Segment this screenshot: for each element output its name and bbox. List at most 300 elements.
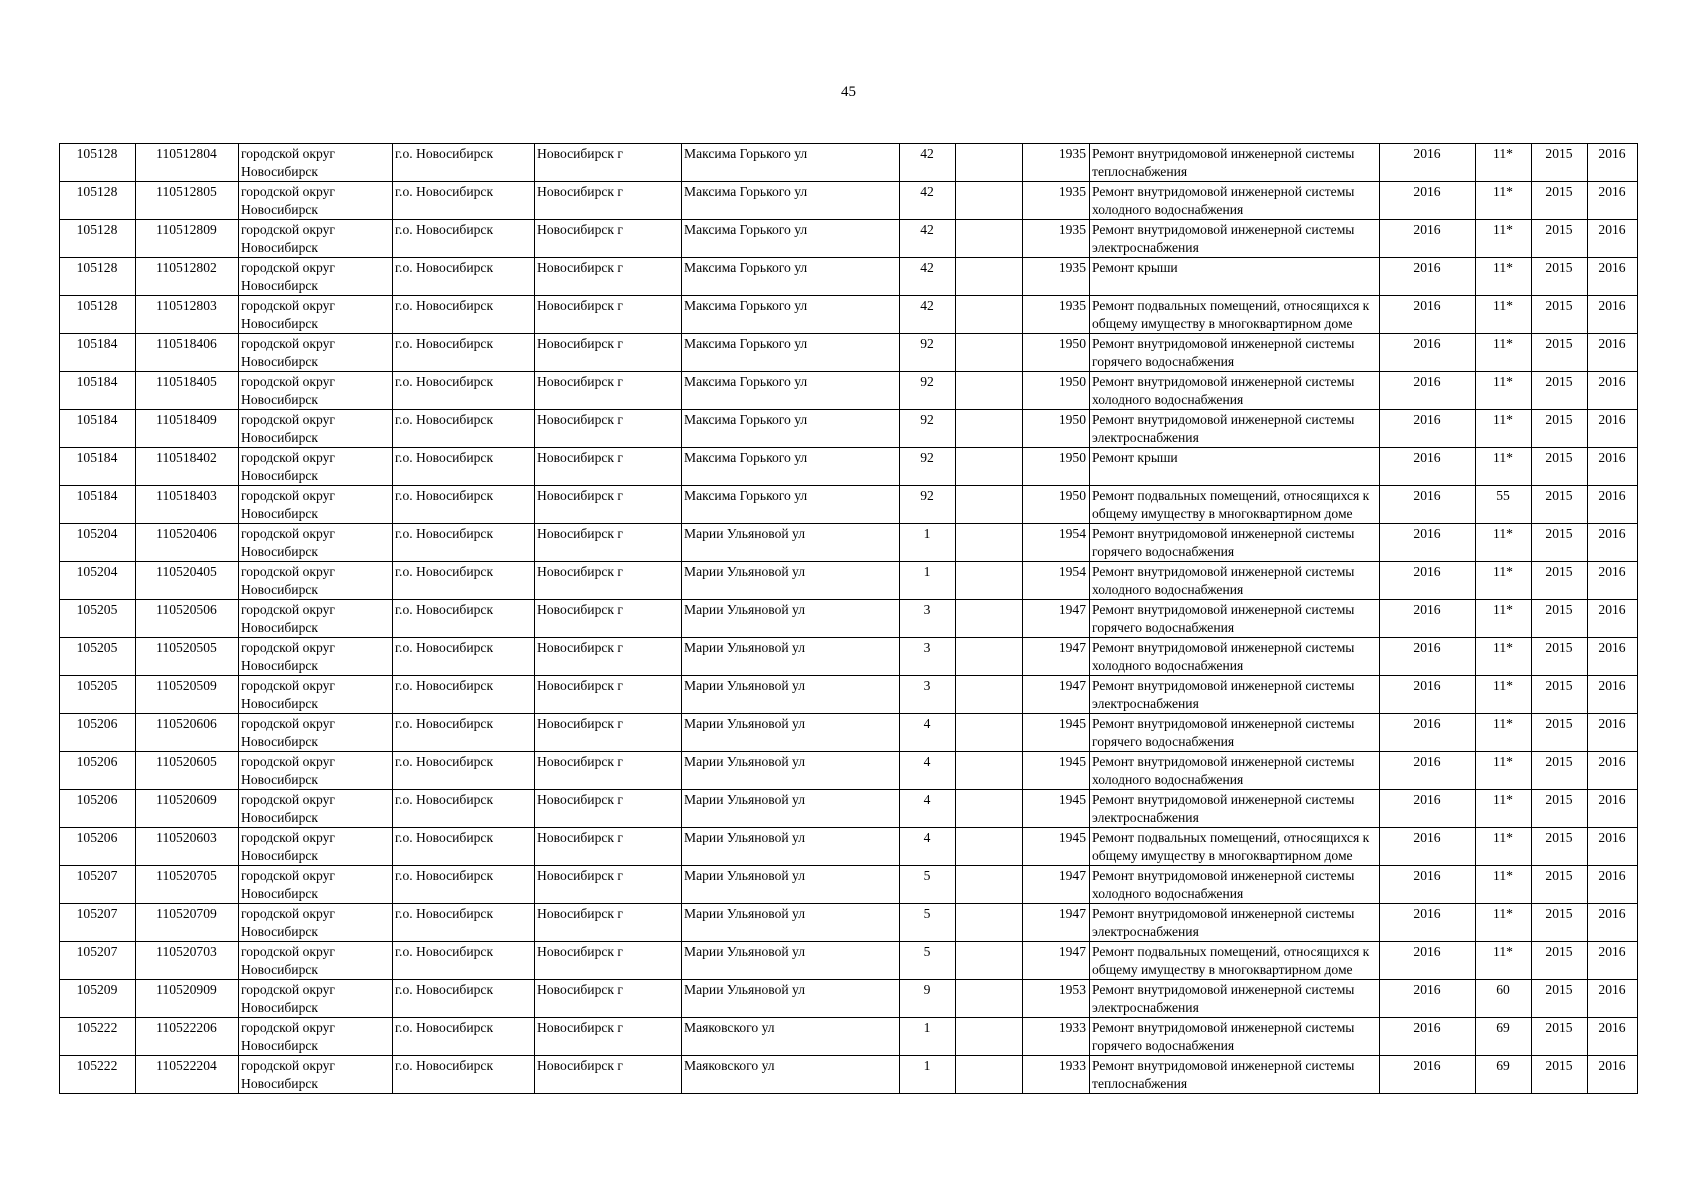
district-cell: г.о. Новосибирск bbox=[393, 866, 535, 904]
work-id-cell: 110518403 bbox=[136, 486, 239, 524]
build-year-cell: 1947 bbox=[1023, 904, 1090, 942]
work-id-cell: 110512809 bbox=[136, 220, 239, 258]
plan-year-cell: 2016 bbox=[1380, 638, 1476, 676]
period-end-cell: 2016 bbox=[1588, 828, 1638, 866]
plan-year-cell: 2016 bbox=[1380, 182, 1476, 220]
period-end-cell: 2016 bbox=[1588, 1056, 1638, 1094]
house-number-cell: 4 bbox=[900, 752, 956, 790]
street-cell: Максима Горького ул bbox=[682, 144, 900, 182]
period-start-cell: 2015 bbox=[1532, 372, 1588, 410]
record-id-cell: 105206 bbox=[60, 752, 136, 790]
street-cell: Максима Горького ул bbox=[682, 448, 900, 486]
building-cell bbox=[956, 372, 1023, 410]
build-year-cell: 1950 bbox=[1023, 410, 1090, 448]
settlement-cell: Новосибирск г bbox=[535, 1056, 682, 1094]
street-cell: Максима Горького ул bbox=[682, 220, 900, 258]
work-type-cell: Ремонт подвальных помещений, относящихся к общему имуществу в многоквартирном доме bbox=[1090, 296, 1380, 334]
table-row bbox=[60, 752, 1638, 790]
wear-cell: 11* bbox=[1476, 638, 1532, 676]
settlement-cell: Новосибирск г bbox=[535, 828, 682, 866]
municipality-cell: городской округ Новосибирск bbox=[239, 980, 393, 1018]
settlement-cell: Новосибирск г bbox=[535, 296, 682, 334]
work-type-cell: Ремонт внутридомовой инженерной системы холодного водоснабжения bbox=[1090, 372, 1380, 410]
table-row bbox=[60, 144, 1638, 182]
work-id-cell: 110512804 bbox=[136, 144, 239, 182]
district-cell: г.о. Новосибирск bbox=[393, 334, 535, 372]
work-type-cell: Ремонт внутридомовой инженерной системы горячего водоснабжения bbox=[1090, 714, 1380, 752]
table-row bbox=[60, 980, 1638, 1018]
period-end-cell: 2016 bbox=[1588, 562, 1638, 600]
record-id-cell: 105128 bbox=[60, 182, 136, 220]
period-end-cell: 2016 bbox=[1588, 220, 1638, 258]
work-id-cell: 110520909 bbox=[136, 980, 239, 1018]
building-cell bbox=[956, 220, 1023, 258]
table-row bbox=[60, 828, 1638, 866]
settlement-cell: Новосибирск г bbox=[535, 144, 682, 182]
record-id-cell: 105205 bbox=[60, 600, 136, 638]
building-cell bbox=[956, 144, 1023, 182]
period-end-cell: 2016 bbox=[1588, 448, 1638, 486]
settlement-cell: Новосибирск г bbox=[535, 980, 682, 1018]
record-id-cell: 105206 bbox=[60, 714, 136, 752]
house-number-cell: 42 bbox=[900, 296, 956, 334]
house-number-cell: 5 bbox=[900, 866, 956, 904]
work-id-cell: 110520406 bbox=[136, 524, 239, 562]
house-number-cell: 92 bbox=[900, 486, 956, 524]
period-start-cell: 2015 bbox=[1532, 752, 1588, 790]
work-type-cell: Ремонт внутридомовой инженерной системы холодного водоснабжения bbox=[1090, 638, 1380, 676]
district-cell: г.о. Новосибирск bbox=[393, 410, 535, 448]
settlement-cell: Новосибирск г bbox=[535, 752, 682, 790]
street-cell: Максима Горького ул bbox=[682, 334, 900, 372]
street-cell: Марии Ульяновой ул bbox=[682, 600, 900, 638]
district-cell: г.о. Новосибирск bbox=[393, 752, 535, 790]
street-cell: Марии Ульяновой ул bbox=[682, 638, 900, 676]
work-id-cell: 110520705 bbox=[136, 866, 239, 904]
building-cell bbox=[956, 904, 1023, 942]
build-year-cell: 1935 bbox=[1023, 258, 1090, 296]
settlement-cell: Новосибирск г bbox=[535, 258, 682, 296]
municipality-cell: городской округ Новосибирск bbox=[239, 524, 393, 562]
build-year-cell: 1947 bbox=[1023, 638, 1090, 676]
street-cell: Марии Ульяновой ул bbox=[682, 676, 900, 714]
work-type-cell: Ремонт внутридомовой инженерной системы холодного водоснабжения bbox=[1090, 562, 1380, 600]
settlement-cell: Новосибирск г bbox=[535, 676, 682, 714]
street-cell: Марии Ульяновой ул bbox=[682, 866, 900, 904]
plan-year-cell: 2016 bbox=[1380, 334, 1476, 372]
build-year-cell: 1950 bbox=[1023, 334, 1090, 372]
plan-year-cell: 2016 bbox=[1380, 676, 1476, 714]
table-row bbox=[60, 942, 1638, 980]
street-cell: Марии Ульяновой ул bbox=[682, 904, 900, 942]
work-type-cell: Ремонт крыши bbox=[1090, 448, 1380, 486]
work-id-cell: 110520509 bbox=[136, 676, 239, 714]
build-year-cell: 1933 bbox=[1023, 1056, 1090, 1094]
record-id-cell: 105206 bbox=[60, 790, 136, 828]
build-year-cell: 1933 bbox=[1023, 1018, 1090, 1056]
district-cell: г.о. Новосибирск bbox=[393, 372, 535, 410]
street-cell: Марии Ульяновой ул bbox=[682, 752, 900, 790]
period-start-cell: 2015 bbox=[1532, 828, 1588, 866]
house-number-cell: 4 bbox=[900, 828, 956, 866]
period-start-cell: 2015 bbox=[1532, 448, 1588, 486]
table-row bbox=[60, 296, 1638, 334]
municipality-cell: городской округ Новосибирск bbox=[239, 334, 393, 372]
settlement-cell: Новосибирск г bbox=[535, 904, 682, 942]
period-start-cell: 2015 bbox=[1532, 296, 1588, 334]
work-type-cell: Ремонт подвальных помещений, относящихся к общему имуществу в многоквартирном доме bbox=[1090, 486, 1380, 524]
settlement-cell: Новосибирск г bbox=[535, 448, 682, 486]
building-cell bbox=[956, 714, 1023, 752]
municipality-cell: городской округ Новосибирск bbox=[239, 296, 393, 334]
record-id-cell: 105209 bbox=[60, 980, 136, 1018]
street-cell: Максима Горького ул bbox=[682, 372, 900, 410]
municipality-cell: городской округ Новосибирск bbox=[239, 790, 393, 828]
record-id-cell: 105184 bbox=[60, 486, 136, 524]
house-number-cell: 42 bbox=[900, 182, 956, 220]
wear-cell: 11* bbox=[1476, 790, 1532, 828]
street-cell: Марии Ульяновой ул bbox=[682, 562, 900, 600]
municipality-cell: городской округ Новосибирск bbox=[239, 220, 393, 258]
district-cell: г.о. Новосибирск bbox=[393, 182, 535, 220]
period-end-cell: 2016 bbox=[1588, 372, 1638, 410]
work-id-cell: 110512802 bbox=[136, 258, 239, 296]
house-number-cell: 42 bbox=[900, 220, 956, 258]
settlement-cell: Новосибирск г bbox=[535, 790, 682, 828]
work-type-cell: Ремонт внутридомовой инженерной системы горячего водоснабжения bbox=[1090, 600, 1380, 638]
house-number-cell: 9 bbox=[900, 980, 956, 1018]
wear-cell: 11* bbox=[1476, 524, 1532, 562]
table-row bbox=[60, 562, 1638, 600]
settlement-cell: Новосибирск г bbox=[535, 220, 682, 258]
settlement-cell: Новосибирск г bbox=[535, 524, 682, 562]
record-id-cell: 105184 bbox=[60, 410, 136, 448]
table-row bbox=[60, 448, 1638, 486]
district-cell: г.о. Новосибирск bbox=[393, 220, 535, 258]
street-cell: Маяковского ул bbox=[682, 1056, 900, 1094]
work-type-cell: Ремонт внутридомовой инженерной системы электроснабжения bbox=[1090, 410, 1380, 448]
build-year-cell: 1945 bbox=[1023, 752, 1090, 790]
house-number-cell: 5 bbox=[900, 942, 956, 980]
period-start-cell: 2015 bbox=[1532, 600, 1588, 638]
work-id-cell: 110520709 bbox=[136, 904, 239, 942]
work-type-cell: Ремонт внутридомовой инженерной системы электроснабжения bbox=[1090, 676, 1380, 714]
work-type-cell: Ремонт внутридомовой инженерной системы теплоснабжения bbox=[1090, 1056, 1380, 1094]
record-id-cell: 105222 bbox=[60, 1056, 136, 1094]
street-cell: Марии Ульяновой ул bbox=[682, 980, 900, 1018]
building-cell bbox=[956, 942, 1023, 980]
build-year-cell: 1947 bbox=[1023, 866, 1090, 904]
table-row bbox=[60, 866, 1638, 904]
wear-cell: 11* bbox=[1476, 866, 1532, 904]
house-number-cell: 3 bbox=[900, 638, 956, 676]
plan-year-cell: 2016 bbox=[1380, 714, 1476, 752]
plan-year-cell: 2016 bbox=[1380, 980, 1476, 1018]
plan-year-cell: 2016 bbox=[1380, 790, 1476, 828]
work-id-cell: 110520606 bbox=[136, 714, 239, 752]
wear-cell: 69 bbox=[1476, 1018, 1532, 1056]
building-cell bbox=[956, 752, 1023, 790]
period-end-cell: 2016 bbox=[1588, 1018, 1638, 1056]
municipality-cell: городской округ Новосибирск bbox=[239, 904, 393, 942]
plan-year-cell: 2016 bbox=[1380, 144, 1476, 182]
build-year-cell: 1947 bbox=[1023, 676, 1090, 714]
settlement-cell: Новосибирск г bbox=[535, 1018, 682, 1056]
municipality-cell: городской округ Новосибирск bbox=[239, 752, 393, 790]
wear-cell: 11* bbox=[1476, 410, 1532, 448]
plan-year-cell: 2016 bbox=[1380, 486, 1476, 524]
house-number-cell: 92 bbox=[900, 372, 956, 410]
record-id-cell: 105207 bbox=[60, 904, 136, 942]
period-start-cell: 2015 bbox=[1532, 220, 1588, 258]
period-start-cell: 2015 bbox=[1532, 144, 1588, 182]
wear-cell: 11* bbox=[1476, 676, 1532, 714]
plan-year-cell: 2016 bbox=[1380, 904, 1476, 942]
table-row bbox=[60, 676, 1638, 714]
table-row bbox=[60, 714, 1638, 752]
municipality-cell: городской округ Новосибирск bbox=[239, 562, 393, 600]
build-year-cell: 1935 bbox=[1023, 182, 1090, 220]
building-cell bbox=[956, 296, 1023, 334]
municipality-cell: городской округ Новосибирск bbox=[239, 828, 393, 866]
plan-year-cell: 2016 bbox=[1380, 866, 1476, 904]
build-year-cell: 1947 bbox=[1023, 600, 1090, 638]
work-type-cell: Ремонт внутридомовой инженерной системы электроснабжения bbox=[1090, 220, 1380, 258]
period-end-cell: 2016 bbox=[1588, 410, 1638, 448]
build-year-cell: 1950 bbox=[1023, 372, 1090, 410]
period-end-cell: 2016 bbox=[1588, 714, 1638, 752]
district-cell: г.о. Новосибирск bbox=[393, 258, 535, 296]
record-id-cell: 105204 bbox=[60, 562, 136, 600]
wear-cell: 11* bbox=[1476, 334, 1532, 372]
wear-cell: 11* bbox=[1476, 220, 1532, 258]
work-type-cell: Ремонт внутридомовой инженерной системы электроснабжения bbox=[1090, 904, 1380, 942]
municipality-cell: городской округ Новосибирск bbox=[239, 638, 393, 676]
table-body bbox=[60, 144, 1638, 1094]
work-id-cell: 110520605 bbox=[136, 752, 239, 790]
period-end-cell: 2016 bbox=[1588, 524, 1638, 562]
municipality-cell: городской округ Новосибирск bbox=[239, 1018, 393, 1056]
plan-year-cell: 2016 bbox=[1380, 296, 1476, 334]
building-cell bbox=[956, 448, 1023, 486]
work-id-cell: 110520603 bbox=[136, 828, 239, 866]
building-cell bbox=[956, 980, 1023, 1018]
house-number-cell: 92 bbox=[900, 448, 956, 486]
build-year-cell: 1945 bbox=[1023, 790, 1090, 828]
record-id-cell: 105205 bbox=[60, 676, 136, 714]
table-row bbox=[60, 486, 1638, 524]
municipality-cell: городской округ Новосибирск bbox=[239, 144, 393, 182]
wear-cell: 11* bbox=[1476, 714, 1532, 752]
period-start-cell: 2015 bbox=[1532, 676, 1588, 714]
period-start-cell: 2015 bbox=[1532, 714, 1588, 752]
build-year-cell: 1935 bbox=[1023, 296, 1090, 334]
settlement-cell: Новосибирск г bbox=[535, 182, 682, 220]
work-id-cell: 110512805 bbox=[136, 182, 239, 220]
district-cell: г.о. Новосибирск bbox=[393, 562, 535, 600]
period-end-cell: 2016 bbox=[1588, 258, 1638, 296]
table-row bbox=[60, 600, 1638, 638]
street-cell: Марии Ульяновой ул bbox=[682, 714, 900, 752]
wear-cell: 11* bbox=[1476, 258, 1532, 296]
table-row bbox=[60, 220, 1638, 258]
period-start-cell: 2015 bbox=[1532, 790, 1588, 828]
table-row bbox=[60, 904, 1638, 942]
work-type-cell: Ремонт внутридомовой инженерной системы горячего водоснабжения bbox=[1090, 524, 1380, 562]
build-year-cell: 1947 bbox=[1023, 942, 1090, 980]
plan-year-cell: 2016 bbox=[1380, 828, 1476, 866]
build-year-cell: 1935 bbox=[1023, 144, 1090, 182]
district-cell: г.о. Новосибирск bbox=[393, 714, 535, 752]
build-year-cell: 1950 bbox=[1023, 448, 1090, 486]
plan-year-cell: 2016 bbox=[1380, 524, 1476, 562]
period-end-cell: 2016 bbox=[1588, 486, 1638, 524]
street-cell: Максима Горького ул bbox=[682, 486, 900, 524]
record-id-cell: 105204 bbox=[60, 524, 136, 562]
table-row bbox=[60, 638, 1638, 676]
house-number-cell: 92 bbox=[900, 410, 956, 448]
building-cell bbox=[956, 828, 1023, 866]
table-row bbox=[60, 410, 1638, 448]
district-cell: г.о. Новосибирск bbox=[393, 942, 535, 980]
municipality-cell: городской округ Новосибирск bbox=[239, 1056, 393, 1094]
build-year-cell: 1954 bbox=[1023, 524, 1090, 562]
district-cell: г.о. Новосибирск bbox=[393, 980, 535, 1018]
table-row bbox=[60, 790, 1638, 828]
building-cell bbox=[956, 410, 1023, 448]
work-type-cell: Ремонт подвальных помещений, относящихся к общему имуществу в многоквартирном доме bbox=[1090, 942, 1380, 980]
municipality-cell: городской округ Новосибирск bbox=[239, 600, 393, 638]
building-cell bbox=[956, 334, 1023, 372]
build-year-cell: 1954 bbox=[1023, 562, 1090, 600]
settlement-cell: Новосибирск г bbox=[535, 486, 682, 524]
plan-year-cell: 2016 bbox=[1380, 448, 1476, 486]
street-cell: Марии Ульяновой ул bbox=[682, 524, 900, 562]
build-year-cell: 1953 bbox=[1023, 980, 1090, 1018]
work-id-cell: 110518402 bbox=[136, 448, 239, 486]
wear-cell: 11* bbox=[1476, 904, 1532, 942]
district-cell: г.о. Новосибирск bbox=[393, 1018, 535, 1056]
building-cell bbox=[956, 638, 1023, 676]
settlement-cell: Новосибирск г bbox=[535, 334, 682, 372]
build-year-cell: 1935 bbox=[1023, 220, 1090, 258]
period-end-cell: 2016 bbox=[1588, 334, 1638, 372]
record-id-cell: 105128 bbox=[60, 258, 136, 296]
settlement-cell: Новосибирск г bbox=[535, 562, 682, 600]
wear-cell: 11* bbox=[1476, 296, 1532, 334]
work-type-cell: Ремонт внутридомовой инженерной системы электроснабжения bbox=[1090, 790, 1380, 828]
house-number-cell: 42 bbox=[900, 258, 956, 296]
page-number: 45 bbox=[841, 84, 856, 100]
record-id-cell: 105128 bbox=[60, 220, 136, 258]
building-cell bbox=[956, 562, 1023, 600]
district-cell: г.о. Новосибирск bbox=[393, 600, 535, 638]
municipality-cell: городской округ Новосибирск bbox=[239, 410, 393, 448]
house-number-cell: 1 bbox=[900, 562, 956, 600]
house-number-cell: 1 bbox=[900, 1056, 956, 1094]
work-type-cell: Ремонт внутридомовой инженерной системы электроснабжения bbox=[1090, 980, 1380, 1018]
house-number-cell: 1 bbox=[900, 1018, 956, 1056]
settlement-cell: Новосибирск г bbox=[535, 866, 682, 904]
work-id-cell: 110522206 bbox=[136, 1018, 239, 1056]
record-id-cell: 105205 bbox=[60, 638, 136, 676]
record-id-cell: 105207 bbox=[60, 866, 136, 904]
building-cell bbox=[956, 600, 1023, 638]
house-number-cell: 4 bbox=[900, 714, 956, 752]
municipality-cell: городской округ Новосибирск bbox=[239, 182, 393, 220]
settlement-cell: Новосибирск г bbox=[535, 942, 682, 980]
plan-year-cell: 2016 bbox=[1380, 1056, 1476, 1094]
record-id-cell: 105128 bbox=[60, 296, 136, 334]
municipality-cell: городской округ Новосибирск bbox=[239, 866, 393, 904]
plan-year-cell: 2016 bbox=[1380, 752, 1476, 790]
wear-cell: 60 bbox=[1476, 980, 1532, 1018]
district-cell: г.о. Новосибирск bbox=[393, 524, 535, 562]
street-cell: Маяковского ул bbox=[682, 1018, 900, 1056]
work-type-cell: Ремонт внутридомовой инженерной системы горячего водоснабжения bbox=[1090, 1018, 1380, 1056]
record-id-cell: 105184 bbox=[60, 334, 136, 372]
street-cell: Максима Горького ул bbox=[682, 258, 900, 296]
municipality-cell: городской округ Новосибирск bbox=[239, 714, 393, 752]
period-start-cell: 2015 bbox=[1532, 638, 1588, 676]
municipality-cell: городской округ Новосибирск bbox=[239, 676, 393, 714]
build-year-cell: 1945 bbox=[1023, 714, 1090, 752]
wear-cell: 11* bbox=[1476, 942, 1532, 980]
house-number-cell: 3 bbox=[900, 676, 956, 714]
street-cell: Максима Горького ул bbox=[682, 296, 900, 334]
plan-year-cell: 2016 bbox=[1380, 372, 1476, 410]
plan-year-cell: 2016 bbox=[1380, 600, 1476, 638]
table-row bbox=[60, 182, 1638, 220]
table-row bbox=[60, 258, 1638, 296]
building-cell bbox=[956, 1056, 1023, 1094]
build-year-cell: 1945 bbox=[1023, 828, 1090, 866]
work-id-cell: 110522204 bbox=[136, 1056, 239, 1094]
settlement-cell: Новосибирск г bbox=[535, 372, 682, 410]
work-id-cell: 110518405 bbox=[136, 372, 239, 410]
wear-cell: 11* bbox=[1476, 372, 1532, 410]
work-id-cell: 110518406 bbox=[136, 334, 239, 372]
period-start-cell: 2015 bbox=[1532, 524, 1588, 562]
district-cell: г.о. Новосибирск bbox=[393, 486, 535, 524]
plan-year-cell: 2016 bbox=[1380, 1018, 1476, 1056]
settlement-cell: Новосибирск г bbox=[535, 714, 682, 752]
work-id-cell: 110520505 bbox=[136, 638, 239, 676]
period-start-cell: 2015 bbox=[1532, 410, 1588, 448]
period-end-cell: 2016 bbox=[1588, 790, 1638, 828]
period-start-cell: 2015 bbox=[1532, 562, 1588, 600]
period-end-cell: 2016 bbox=[1588, 296, 1638, 334]
building-cell bbox=[956, 182, 1023, 220]
settlement-cell: Новосибирск г bbox=[535, 600, 682, 638]
period-end-cell: 2016 bbox=[1588, 752, 1638, 790]
wear-cell: 11* bbox=[1476, 448, 1532, 486]
building-cell bbox=[956, 258, 1023, 296]
work-id-cell: 110512803 bbox=[136, 296, 239, 334]
plan-year-cell: 2016 bbox=[1380, 410, 1476, 448]
wear-cell: 11* bbox=[1476, 562, 1532, 600]
period-end-cell: 2016 bbox=[1588, 600, 1638, 638]
plan-year-cell: 2016 bbox=[1380, 942, 1476, 980]
house-number-cell: 3 bbox=[900, 600, 956, 638]
house-number-cell: 5 bbox=[900, 904, 956, 942]
table-row bbox=[60, 1056, 1638, 1094]
work-type-cell: Ремонт крыши bbox=[1090, 258, 1380, 296]
period-start-cell: 2015 bbox=[1532, 258, 1588, 296]
municipality-cell: городской округ Новосибирск bbox=[239, 942, 393, 980]
wear-cell: 11* bbox=[1476, 600, 1532, 638]
house-number-cell: 1 bbox=[900, 524, 956, 562]
